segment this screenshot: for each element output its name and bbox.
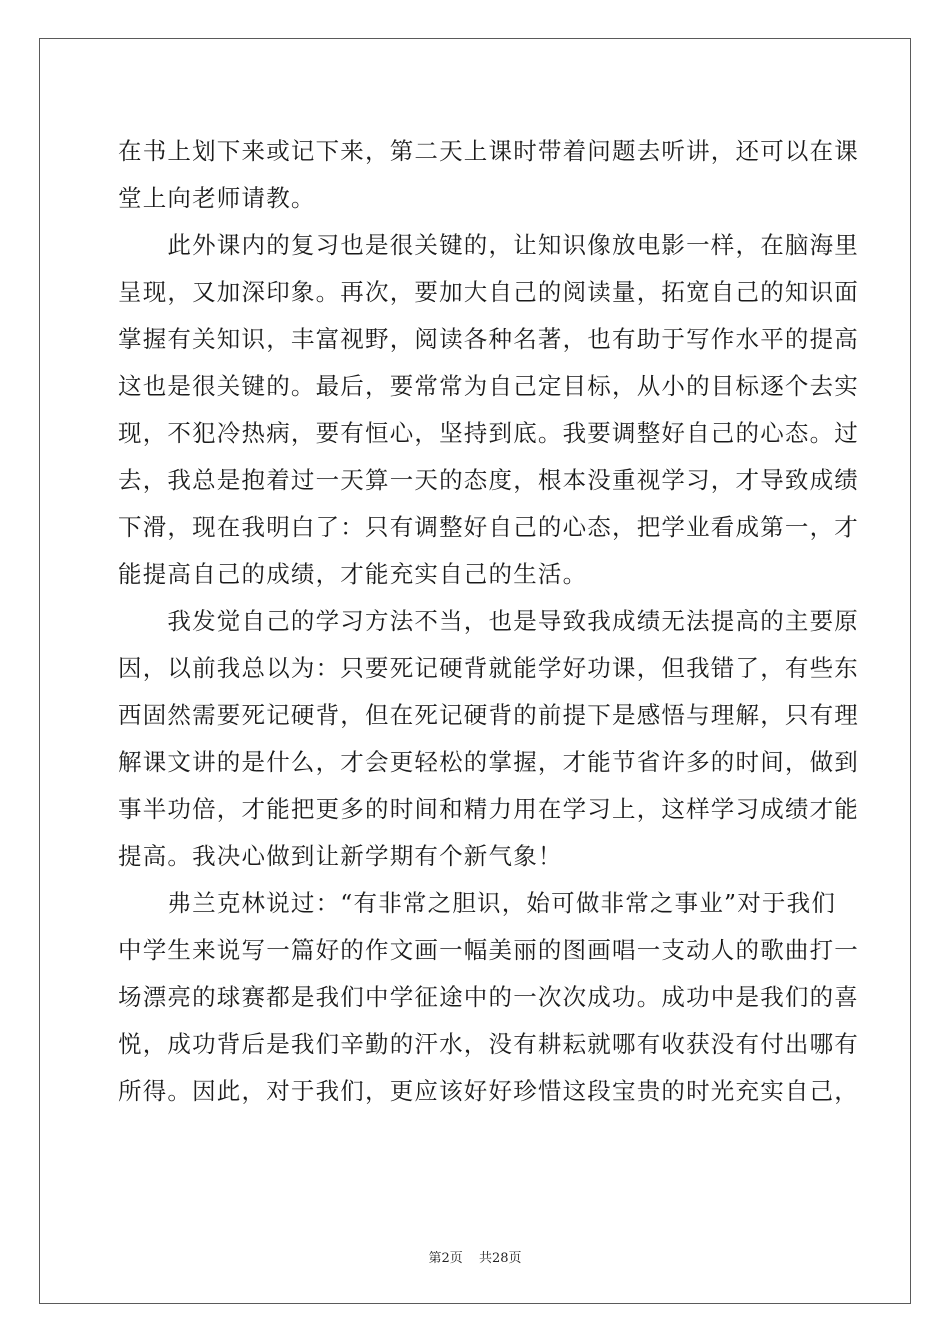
- text-line: 能提高自己的成绩，才能充实自己的生活。: [118, 560, 588, 588]
- text-line: 悦，成功背后是我们辛勤的汗水，没有耕耘就哪有收获没有付出哪有: [118, 1030, 859, 1058]
- text-line: 场漂亮的球赛都是我们中学征途中的一次次成功。成功中是我们的喜: [118, 983, 859, 1011]
- text-line: 所得。因此，对于我们，更应该好好珍惜这段宝贵的时光充实自己，: [118, 1077, 859, 1105]
- page-total: 共28页: [478, 1251, 522, 1266]
- page-number: 第2页: [428, 1251, 463, 1266]
- text-line: 事半功倍，才能把更多的时间和精力用在学习上，这样学习成绩才能: [118, 795, 859, 823]
- body-text: [118, 128, 859, 1115]
- text-line: 提高。我决心做到让新学期有个新气象！: [118, 842, 563, 870]
- text-line: 在书上划下来或记下来，第二天上课时带着问题去听讲，还可以在课: [118, 137, 859, 165]
- text-line: 此外课内的复习也是很关键的，让知识像放电影一样，在脑海里: [118, 231, 859, 259]
- text-line: 掌握有关知识，丰富视野，阅读各种名著，也有助于写作水平的提高: [118, 325, 859, 353]
- text-line: 中学生来说写一篇好的作文画一幅美丽的图画唱一支动人的歌曲打一: [118, 936, 859, 964]
- text-line: 西固然需要死记硬背，但在死记硬背的前提下是感悟与理解，只有理: [118, 701, 859, 729]
- text-line: 去，我总是抱着过一天算一天的态度，根本没重视学习，才导致成绩: [118, 466, 859, 494]
- text-line: 呈现，又加深印象。再次，要加大自己的阅读量，拓宽自己的知识面: [118, 278, 859, 306]
- text-line: 我发觉自己的学习方法不当，也是导致我成绩无法提高的主要原: [118, 607, 859, 635]
- text-line: 这也是很关键的。最后，要常常为自己定目标，从小的目标逐个去实: [118, 372, 859, 400]
- page-footer: [0, 1247, 950, 1266]
- text-line: 现，不犯冷热病，要有恒心，坚持到底。我要调整好自己的心态。过: [118, 419, 859, 447]
- text-line: 下滑，现在我明白了：只有调整好自己的心态，把学业看成第一，才: [118, 513, 859, 541]
- text-line: 因，以前我总以为：只要死记硬背就能学好功课，但我错了，有些东: [118, 654, 859, 682]
- text-line: 解课文讲的是什么，才会更轻松的掌握，才能节省许多的时间，做到: [118, 748, 859, 776]
- document-body: [118, 128, 859, 1115]
- text-line: 弗兰克林说过：“有非常之胆识，始可做非常之事业”对于我们: [118, 889, 837, 917]
- text-line: 堂上向老师请教。: [118, 184, 316, 212]
